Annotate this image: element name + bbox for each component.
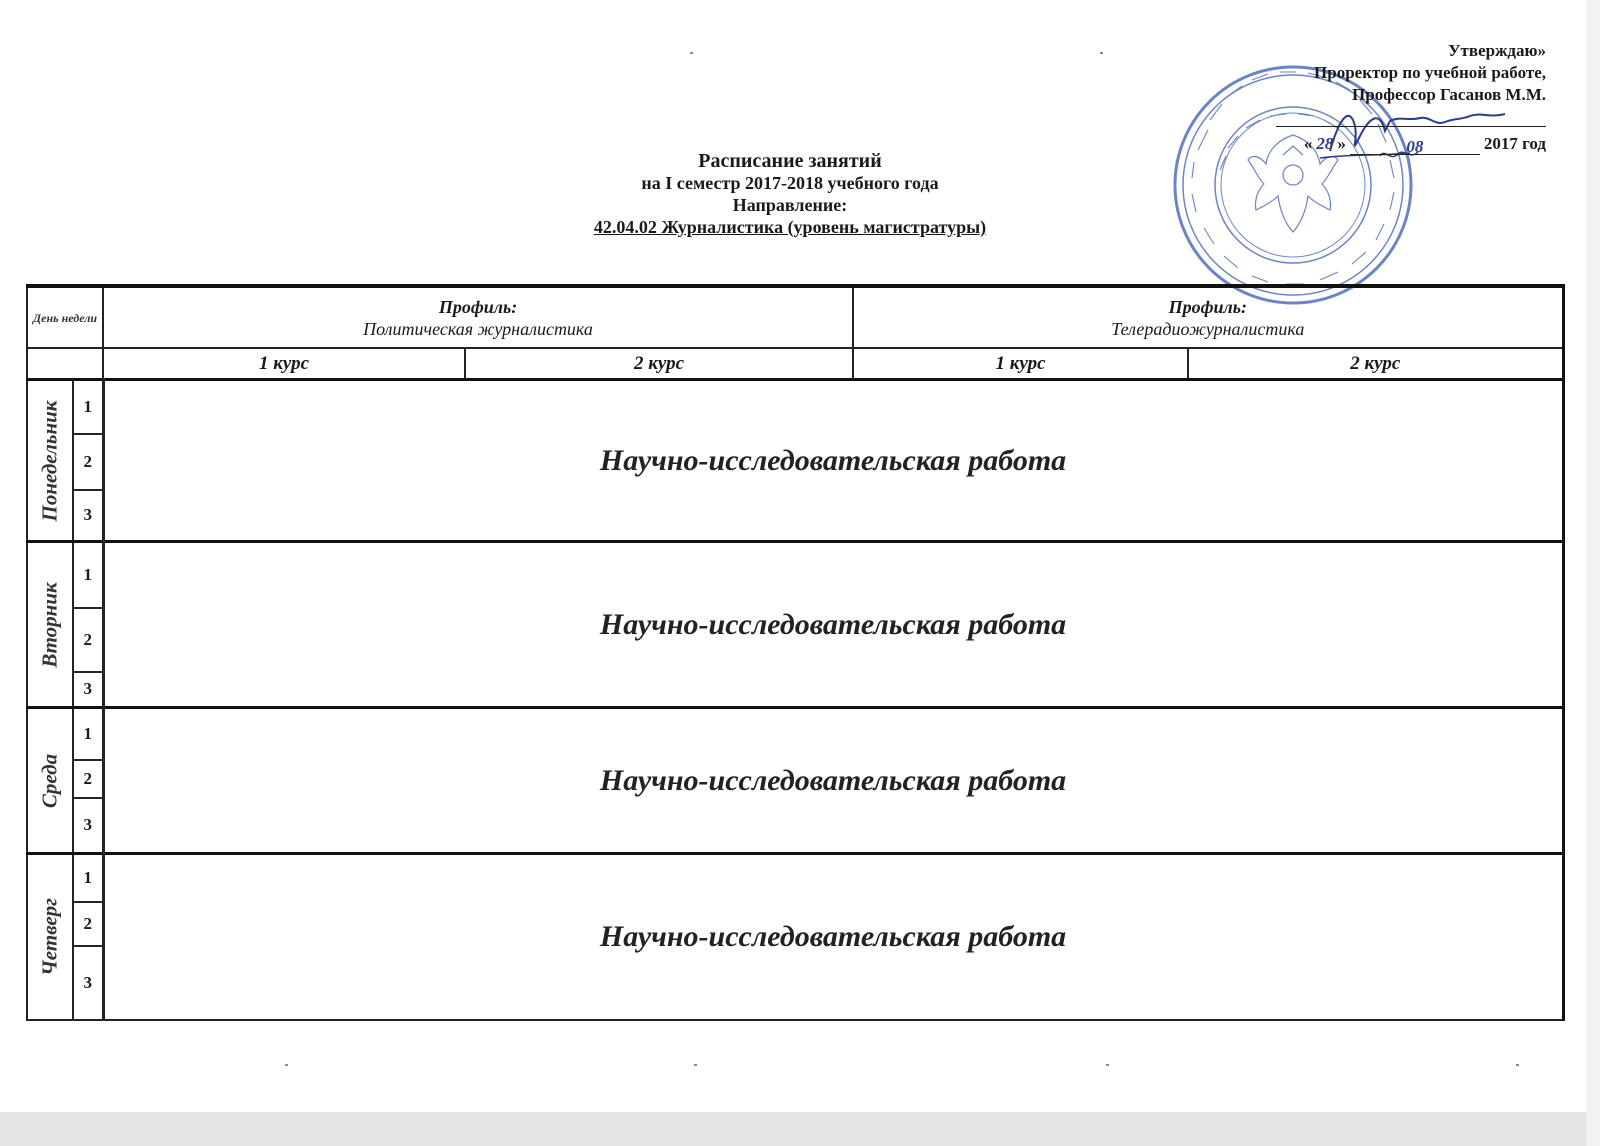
date-quote-close: » bbox=[1337, 134, 1346, 153]
day-cell-tuesday bbox=[27, 542, 73, 708]
activity-cell: Научно-исследовательская работа bbox=[103, 380, 1563, 542]
profile-header-political bbox=[103, 286, 853, 348]
activity-cell: Научно-исследовательская работа bbox=[103, 854, 1563, 1020]
empty-header-cell bbox=[27, 348, 103, 380]
date-quote-open: « bbox=[1303, 134, 1313, 153]
approval-date bbox=[1186, 133, 1546, 155]
day-cell-monday bbox=[27, 380, 73, 542]
scan-speck bbox=[690, 52, 693, 54]
pair-number: 2 bbox=[73, 902, 103, 946]
profile-name: Политическая журналистика bbox=[363, 318, 593, 339]
pair-number: 2 bbox=[73, 608, 103, 672]
direction-label: Направление: bbox=[732, 195, 848, 215]
day-cell-thursday bbox=[27, 854, 73, 1020]
approval-title: Утверждаю» bbox=[1448, 41, 1546, 60]
course-header: 2 курс bbox=[465, 348, 853, 380]
profile-header-row bbox=[27, 286, 1563, 348]
scan-speck bbox=[1106, 1064, 1109, 1066]
scan-margin-bottom bbox=[0, 1112, 1600, 1146]
schedule-row bbox=[27, 854, 1563, 902]
pair-number: 2 bbox=[73, 760, 103, 798]
date-month: 08 bbox=[1350, 136, 1480, 155]
approver-name: Профессор Гасанов М.М. bbox=[1352, 85, 1546, 104]
scan-speck bbox=[285, 1064, 288, 1066]
day-cell-wednesday bbox=[27, 708, 73, 854]
document-title-block bbox=[500, 150, 1080, 238]
scan-speck bbox=[1516, 1064, 1519, 1066]
pair-number: 3 bbox=[73, 490, 103, 542]
day-name: Среда bbox=[37, 753, 62, 808]
profile-label: Профиль: bbox=[1168, 296, 1247, 317]
course-header: 2 курс bbox=[1188, 348, 1563, 380]
date-year: 2017 год bbox=[1483, 134, 1546, 153]
scan-speck bbox=[694, 1064, 697, 1066]
pair-number: 1 bbox=[73, 380, 103, 434]
scan-speck bbox=[1100, 52, 1103, 54]
pair-number: 1 bbox=[73, 854, 103, 902]
day-name: Четверг bbox=[37, 897, 62, 976]
scan-margin-right bbox=[1586, 0, 1600, 1146]
course-header: 1 курс bbox=[853, 348, 1188, 380]
activity-cell: Научно-исследовательская работа bbox=[103, 542, 1563, 708]
schedule-row bbox=[27, 542, 1563, 608]
semester-label: на I семестр 2017-2018 учебного года bbox=[641, 173, 939, 193]
course-header-row bbox=[27, 348, 1563, 380]
document-title: Расписание занятий bbox=[698, 150, 882, 172]
day-of-week-header-text: День недели bbox=[32, 310, 98, 325]
pair-number: 2 bbox=[73, 434, 103, 490]
approver-position: Проректор по учебной работе, bbox=[1314, 63, 1546, 82]
pair-number: 1 bbox=[73, 542, 103, 608]
date-day: 28 bbox=[1316, 134, 1334, 153]
pair-number: 3 bbox=[73, 798, 103, 854]
signature-line bbox=[1276, 110, 1546, 127]
schedule-row bbox=[27, 380, 1563, 434]
day-name: Понедельник bbox=[37, 400, 62, 521]
schedule-row bbox=[27, 708, 1563, 760]
day-name: Вторник bbox=[37, 581, 62, 668]
day-of-week-header bbox=[27, 286, 103, 348]
direction-name: 42.04.02 Журналистика (уровень магистратуры) bbox=[593, 217, 987, 237]
pair-number: 3 bbox=[73, 946, 103, 1020]
approval-block bbox=[1186, 40, 1546, 155]
profile-header-tv-radio bbox=[853, 286, 1563, 348]
pair-number: 3 bbox=[73, 672, 103, 708]
profile-label: Профиль: bbox=[438, 296, 518, 317]
pair-number: 1 bbox=[73, 708, 103, 760]
activity-cell: Научно-исследовательская работа bbox=[103, 708, 1563, 854]
schedule-table bbox=[26, 284, 1565, 1021]
profile-name: Телерадиожурналистика bbox=[1111, 318, 1305, 339]
course-header: 1 курс bbox=[103, 348, 465, 380]
